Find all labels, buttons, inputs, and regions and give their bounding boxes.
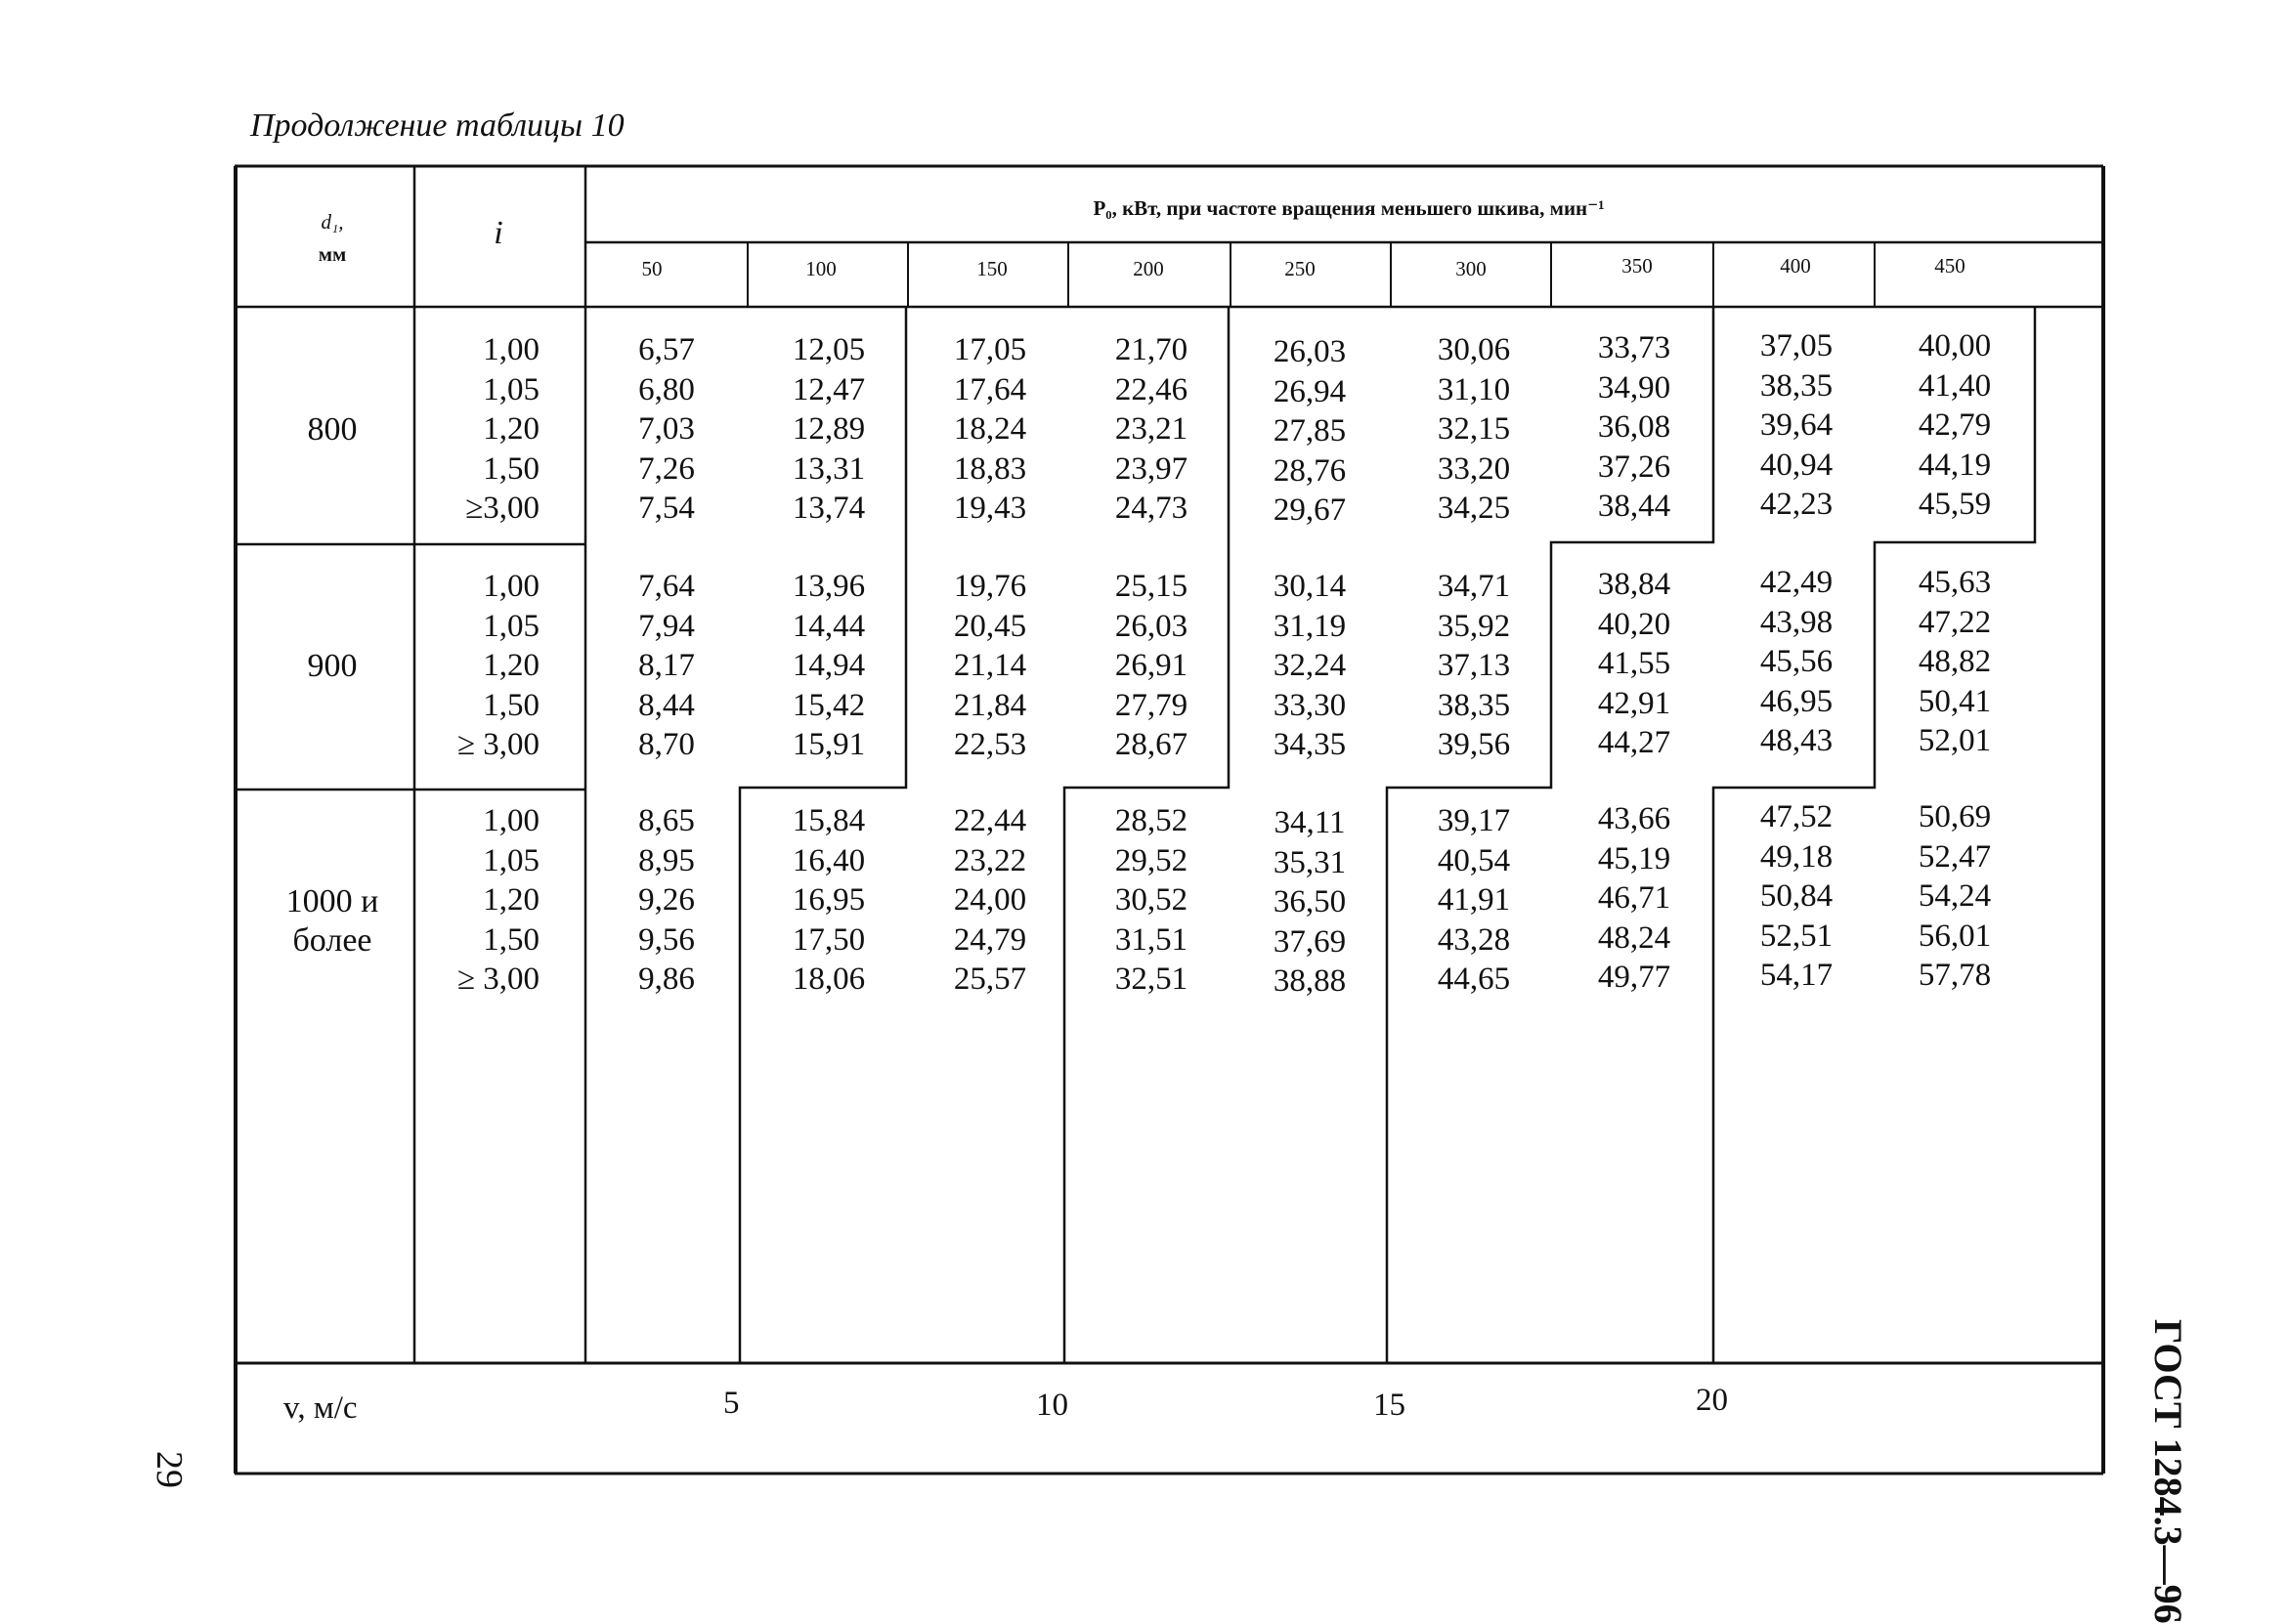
power-value: 45,19	[1597, 840, 1671, 876]
power-value: 37,69	[1273, 923, 1347, 960]
i-value: ≥ 3,00	[456, 727, 540, 762]
power-value: 39,17	[1437, 803, 1511, 838]
power-value: 44,27	[1597, 725, 1671, 760]
power-value: 22,53	[953, 727, 1027, 762]
power-value: 33,73	[1597, 330, 1671, 365]
power-value: 13,96	[792, 569, 866, 604]
power-value: 24,00	[953, 882, 1027, 918]
d-value: 800	[307, 411, 358, 448]
power-value: 27,79	[1114, 687, 1188, 723]
power-value: 29,67	[1273, 492, 1347, 528]
i-value: 1,00	[483, 569, 540, 604]
power-value: 43,66	[1597, 801, 1671, 836]
power-value: 9,56	[638, 921, 695, 958]
power-value: 47,52	[1759, 799, 1834, 834]
power-value: 40,00	[1918, 328, 1992, 363]
d-value: более	[292, 922, 372, 959]
power-value: 20,45	[953, 608, 1027, 644]
i-value: 1,00	[483, 332, 540, 367]
i-value: 1,20	[483, 411, 540, 447]
power-value: 46,71	[1597, 880, 1671, 916]
power-value: 21,70	[1114, 332, 1188, 367]
power-value: 40,54	[1437, 842, 1511, 878]
power-value: 14,44	[792, 608, 866, 644]
power-value: 48,82	[1918, 644, 1992, 679]
power-value: 17,50	[792, 921, 866, 958]
power-value: 26,03	[1273, 334, 1347, 369]
power-value: 32,15	[1437, 411, 1511, 447]
power-value: 18,83	[953, 450, 1027, 487]
speed-tick: 5	[723, 1386, 740, 1421]
standard-number: ГОСТ 1284.3—96	[2146, 1319, 2190, 1624]
power-value: 22,44	[953, 803, 1027, 838]
i-value: ≥ 3,00	[456, 962, 540, 997]
power-value: 8,65	[638, 803, 695, 838]
power-value: 7,26	[638, 450, 695, 487]
power-value: 19,76	[953, 569, 1027, 604]
power-value: 28,76	[1273, 452, 1347, 489]
power-value: 48,43	[1759, 723, 1834, 758]
power-value: 44,65	[1437, 962, 1511, 997]
freq-header: 400	[1780, 254, 1811, 278]
power-value: 24,73	[1114, 491, 1188, 526]
header-p-label: P₀, кВт, при частоте вращения меньшего шкива, мин⁻¹	[1093, 196, 1605, 220]
power-value: 36,08	[1597, 409, 1671, 445]
i-value: 1,50	[483, 921, 540, 958]
power-value: 42,79	[1918, 407, 1992, 443]
power-value: 34,35	[1273, 727, 1347, 762]
power-value: 13,74	[792, 491, 866, 526]
power-value: 38,35	[1759, 367, 1834, 404]
power-value: 8,17	[638, 648, 695, 683]
power-value: 41,91	[1437, 882, 1511, 918]
power-value: 21,14	[953, 648, 1027, 683]
i-value: 1,00	[483, 803, 540, 838]
power-value: 45,63	[1918, 565, 1992, 600]
power-value: 39,56	[1437, 727, 1511, 762]
power-value: 28,67	[1114, 727, 1188, 762]
power-value: 33,20	[1437, 450, 1511, 487]
power-value: 33,30	[1273, 687, 1347, 723]
power-value: 12,89	[792, 411, 866, 447]
power-value: 12,05	[792, 332, 866, 367]
power-value: 15,84	[792, 803, 866, 838]
power-value: 32,51	[1114, 962, 1188, 997]
i-value: 1,05	[483, 371, 540, 407]
power-value: 31,51	[1114, 921, 1188, 958]
i-value: 1,50	[483, 687, 540, 723]
power-value: 42,49	[1759, 565, 1834, 600]
power-value: 6,80	[638, 371, 695, 407]
table-caption: Продолжение таблицы 10	[250, 107, 625, 144]
power-value: 42,91	[1597, 685, 1671, 721]
power-value: 34,90	[1597, 369, 1671, 406]
freq-header: 50	[641, 257, 663, 280]
power-value: 32,24	[1273, 648, 1347, 683]
page-number: 29	[149, 1451, 190, 1488]
power-value: 34,11	[1274, 805, 1346, 840]
power-value: 44,19	[1918, 447, 1992, 483]
power-value: 42,23	[1759, 487, 1834, 522]
power-value: 7,03	[638, 411, 695, 447]
power-value: 56,01	[1918, 918, 1992, 954]
power-value: 41,55	[1597, 646, 1671, 681]
power-value: 23,21	[1114, 411, 1188, 447]
power-value: 30,06	[1437, 332, 1511, 367]
power-value: 36,50	[1273, 884, 1347, 919]
power-value: 19,43	[953, 491, 1027, 526]
freq-header: 450	[1934, 254, 1965, 278]
power-value: 35,92	[1437, 608, 1511, 644]
power-value: 52,01	[1918, 723, 1992, 758]
header-d-unit: мм	[318, 242, 347, 266]
power-value: 18,06	[792, 962, 866, 997]
power-value: 29,52	[1114, 842, 1188, 878]
i-value: 1,50	[483, 450, 540, 487]
power-value: 47,22	[1918, 604, 1992, 640]
power-value: 38,35	[1437, 687, 1511, 723]
power-value: 22,46	[1114, 371, 1188, 407]
power-value: 52,51	[1759, 918, 1834, 954]
power-value: 37,05	[1759, 328, 1834, 363]
power-value: 50,84	[1759, 878, 1834, 914]
power-value: 31,10	[1437, 371, 1511, 407]
i-value: 1,20	[483, 882, 540, 918]
power-value: 16,40	[792, 842, 866, 878]
freq-header: 300	[1455, 257, 1487, 280]
power-value: 8,44	[638, 687, 695, 723]
speed-tick: 10	[1036, 1388, 1068, 1423]
power-value: 43,98	[1759, 604, 1834, 640]
power-value: 8,70	[638, 727, 695, 762]
header-i-label: i	[494, 215, 503, 251]
power-value: 30,14	[1273, 569, 1347, 604]
power-value: 26,03	[1114, 608, 1188, 644]
power-value: 34,25	[1437, 491, 1511, 526]
power-value: 13,31	[792, 450, 866, 487]
power-value: 43,28	[1437, 921, 1511, 958]
power-value: 17,64	[953, 371, 1027, 407]
power-value: 8,95	[638, 842, 695, 878]
power-value: 30,52	[1114, 882, 1188, 918]
power-value: 6,57	[638, 332, 695, 367]
power-value: 50,69	[1918, 799, 1992, 834]
power-value: 12,47	[792, 371, 866, 407]
i-value: 1,05	[483, 608, 540, 644]
power-value: 54,17	[1759, 958, 1834, 993]
power-value: 37,13	[1437, 648, 1511, 683]
power-value: 25,15	[1114, 569, 1188, 604]
freq-header: 150	[976, 257, 1008, 280]
power-value: 9,86	[638, 962, 695, 997]
power-value: 23,22	[953, 842, 1027, 878]
power-value: 15,91	[792, 727, 866, 762]
d-value: 900	[307, 648, 358, 684]
freq-header: 250	[1284, 257, 1316, 280]
power-value: 40,20	[1597, 606, 1671, 642]
power-value: 18,24	[953, 411, 1027, 447]
power-value: 45,59	[1918, 487, 1992, 522]
power-value: 40,94	[1759, 447, 1834, 483]
power-value: 57,78	[1918, 958, 1992, 993]
speed-label: v, м/с	[283, 1390, 358, 1426]
power-value: 7,94	[638, 608, 695, 644]
power-value: 52,47	[1918, 838, 1992, 875]
power-value: 26,94	[1273, 373, 1347, 409]
power-value: 7,54	[638, 491, 695, 526]
power-value: 28,52	[1114, 803, 1188, 838]
power-value: 14,94	[792, 648, 866, 683]
power-value: 7,64	[638, 569, 695, 604]
power-value: 38,88	[1273, 963, 1347, 999]
power-value: 41,40	[1918, 367, 1992, 404]
i-value: 1,05	[483, 842, 540, 878]
power-value: 24,79	[953, 921, 1027, 958]
power-value: 39,64	[1759, 407, 1834, 443]
power-value: 31,19	[1273, 608, 1347, 644]
power-value: 23,97	[1114, 450, 1188, 487]
i-value: 1,20	[483, 648, 540, 683]
d-value: 1000 и	[285, 883, 379, 919]
power-value: 27,85	[1273, 413, 1347, 449]
power-value: 15,42	[792, 687, 866, 723]
power-value: 54,24	[1918, 878, 1992, 914]
power-value: 49,18	[1759, 838, 1834, 875]
power-value: 9,26	[638, 882, 695, 918]
freq-header: 200	[1133, 257, 1164, 280]
i-value: ≥3,00	[465, 491, 540, 526]
power-value: 21,84	[953, 687, 1027, 723]
power-value: 38,44	[1597, 489, 1671, 524]
freq-header: 350	[1621, 254, 1653, 278]
power-value: 25,57	[953, 962, 1027, 997]
power-value: 26,91	[1114, 648, 1188, 683]
power-value: 37,26	[1597, 449, 1671, 485]
power-value: 48,24	[1597, 919, 1671, 956]
power-value: 38,84	[1597, 567, 1671, 602]
freq-header: 100	[805, 257, 837, 280]
power-value: 34,71	[1437, 569, 1511, 604]
speed-tick: 15	[1373, 1388, 1405, 1423]
power-value: 45,56	[1759, 644, 1834, 679]
power-value: 35,31	[1273, 844, 1347, 880]
power-value: 46,95	[1759, 683, 1834, 719]
power-value: 49,77	[1597, 960, 1671, 995]
power-value: 17,05	[953, 332, 1027, 367]
header-d-label: d₁,	[321, 210, 344, 234]
speed-tick: 20	[1696, 1383, 1728, 1418]
power-value: 50,41	[1918, 683, 1992, 719]
power-value: 16,95	[792, 882, 866, 918]
